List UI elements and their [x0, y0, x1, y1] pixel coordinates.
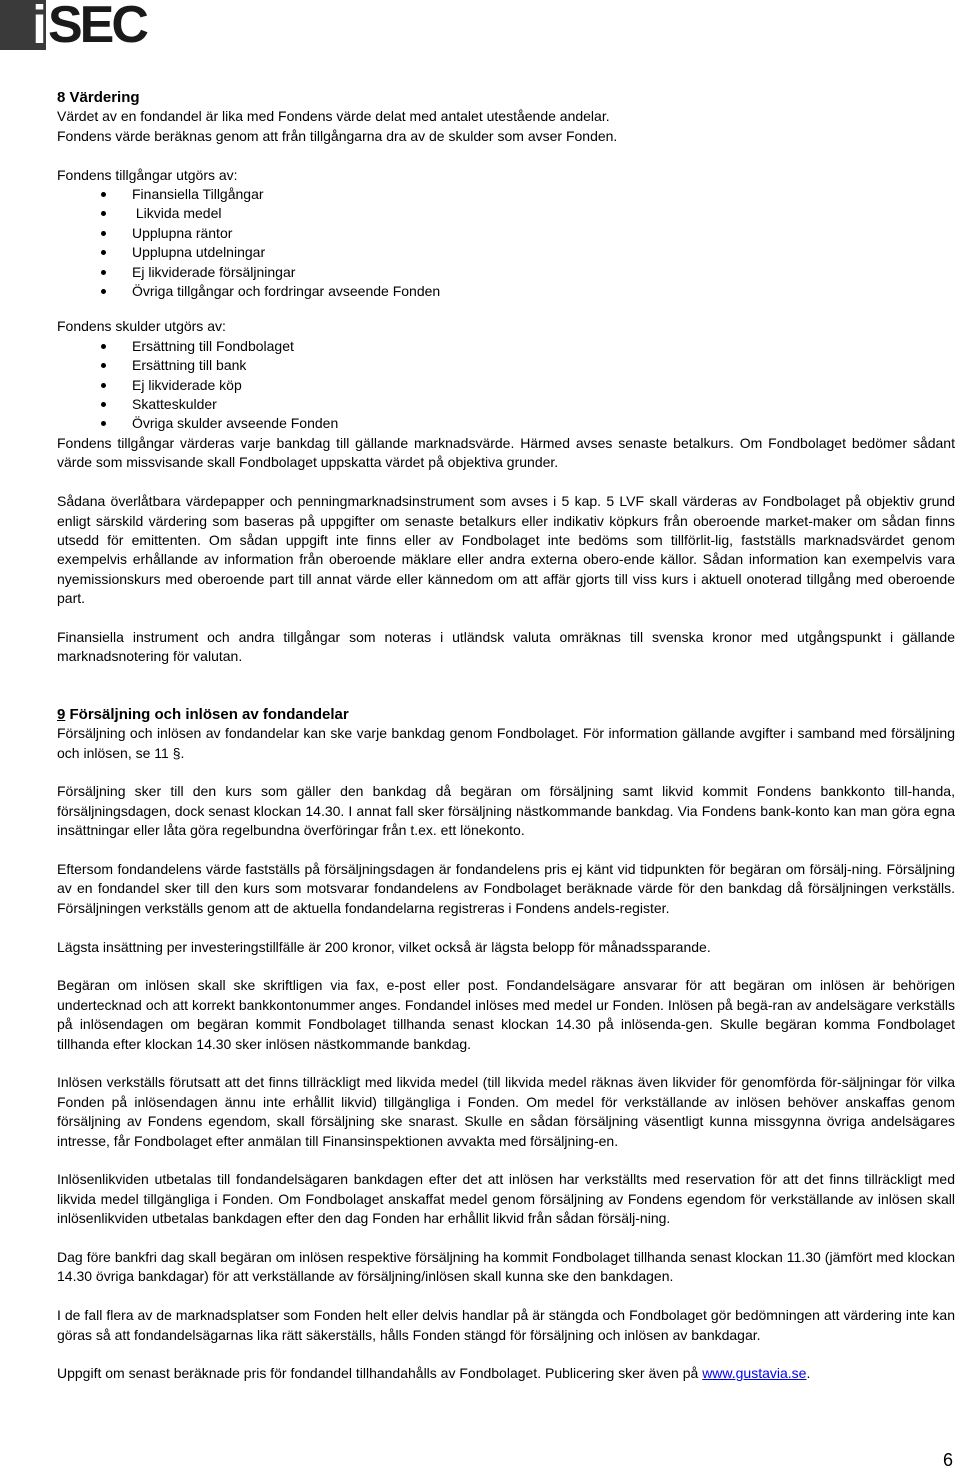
section-9-paragraph: Begäran om inlösen skall ske skriftligen via fax, e-post eller post. Fondandelsägare ansvarar för att begäran om inlösen är behörigen undertecknad och att korrekt bankkontonummer anges. Fondandel inlöses med medel ur Fonden. Inlösen på begä-ran av andelsägare verkställs på inlösendagen om begäran kommit Fondbolaget tillhanda senast klockan 14.30 på inlösenda-gen. Skulle begäran komma Fondbolaget tillhanda efter klockan 14.30 sker inlösen nästkommande bankdag.: [57, 977, 955, 1052]
list-item: Ersättning till bank: [57, 356, 955, 375]
publication-end: .: [806, 1365, 811, 1382]
list-item: Likvida medel: [57, 204, 955, 223]
list-item: Upplupna utdelningar: [57, 243, 955, 262]
list-item: Ej likviderade köp: [57, 376, 955, 395]
section-9-paragraph: I de fall flera av de marknadsplatser som Fonden helt eller delvis handlar på är stängda och Fondbolaget gör bedömningen att värdering inte kan göras så att fondandelsägarnas lika rätt säkerställs, hålls Fonden stängd för försäljning och inlösen av bankdagar.: [57, 1307, 955, 1343]
publication-paragraph: [57, 1364, 955, 1383]
section-9-paragraph: Dag före bankfri dag skall begäran om inlösen respektive försäljning ha kommit Fondbolaget tillhanda senast klockan 11.30 (jämfört med klockan 14.30 övriga bankdagar) för att verkställande av försäljning/inlösen skall kunna ske den bankdagen.: [57, 1249, 955, 1285]
securities-paragraph: Sådana överlåtbara värdepapper och penningmarknadsinstrument som avses i 5 kap. 5 LVF skall värderas av Fondbolaget på objektiv grund enligt särskild värdering som baseras på uppgifter om senaste betalkurs eller indikativ köpkurs från oberoende market-maker om sådan finns utsedd för emittenten. Om sådan uppgift inte finns eller av Fondbolaget inte bedöms som tillförlit-lig, fastställs marknadsvärdet genom exempelvis erhållande av information från oberoende mäklare eller andra externa obero-ende källor. Sådan information kan exempelvis vara nyemissionskurs med oberoende part till annat värde eller kännedom om att affär gjorts till viss kurs i aktuell onoterad tillgång med oberoende part.: [57, 493, 955, 607]
section-9-heading: [57, 705, 955, 724]
section-9-paragraph: Inlösenlikviden utbetalas till fondandelsägaren bankdagen efter det att inlösen har verkställts med reservation för att det finns tillräckligt med likvida medel tillgängliga i Fonden. Om Fondbolaget anskaffat medel genom försäljning av Fondens egendom för verkställande av inlösen skall inlösenlikviden utbetalas bankdagen efter den dag Fonden har erhållit likvid från sådan försälj-ning.: [57, 1171, 955, 1227]
list-item: Ersättning till Fondbolaget: [57, 337, 955, 356]
valuation-paragraph: Fondens tillgångar värderas varje bankdag till gällande marknadsvärde. Härmed avses senaste betalkurs. Om Fondbolaget bedömer sådant värde som missvisande skall Fondbolaget uppskatta värdet på objektiva grunder.: [57, 434, 955, 471]
intro-line-2: Fondens värde beräknas genom att från tillgångarna dra av de skulder som avser Fonden.: [57, 127, 618, 144]
list-item: Ej likviderade försäljningar: [57, 263, 955, 282]
section-9-number: 9: [57, 705, 66, 723]
section-9-paragraph: Eftersom fondandelens värde fastställs på försäljningsdagen är fondandelens pris ej känt vid tidpunkten för begäran om försälj-ning. Försäljning av en fondandel sker till den kurs som motsvarar fondandelens av Fondbolaget beräknade värde för den bankdag då försäljningen verkställs. Försäljningen verkställs genom att de aktuella fondandelarna registreras i Fondens andels-register.: [57, 860, 955, 916]
list-item: Skatteskulder: [57, 395, 955, 414]
publication-text: Uppgift om senast beräknade pris för fondandel tillhandahålls av Fondbolaget. Publicering sker även på: [57, 1365, 703, 1382]
logo-text: SEC: [48, 0, 146, 54]
logo-mark: i: [0, 0, 46, 50]
list-item: Finansiella Tillgångar: [57, 185, 955, 204]
section-9-paragraph: Inlösen verkställs förutsatt att det finns tillräckligt med likvida medel (till likvida medel räknas även likvider för genomförda för-säljningar för vilka Fonden på inlösendagen ännu inte erhållit likvid) tillgängliga i Fonden. Om medel för verkställande av inlösen behöver anskaffas genom försäljning av Fondens egendom, skall försäljning ske snarast. Skulle en sådan försäljning väsentligt kunna missgynna övriga andelsägares intresse, får Fondbolaget efter anmälan till Finansinspektionen avvakta med försäljning-en.: [57, 1074, 955, 1149]
list-item: Upplupna räntor: [57, 224, 955, 243]
page-number: 6: [942, 1450, 953, 1470]
section-8-heading: [57, 88, 955, 107]
gustavia-link[interactable]: www.gustavia.se: [702, 1365, 807, 1382]
list-item: Övriga tillgångar och fordringar avseende Fonden: [57, 282, 955, 301]
assets-list: [57, 185, 955, 301]
list-item: Övriga skulder avseende Fonden: [57, 414, 955, 433]
section-8-number: 8: [57, 89, 66, 106]
section-9-paragraph: Lägsta insättning per investeringstillfälle är 200 kronor, vilket också är lägsta belopp för månadssparande.: [57, 938, 711, 955]
intro-line-1: Värdet av en fondandel är lika med Fondens värde delat med antalet utestående andelar.: [57, 108, 610, 125]
section-9-title: Försäljning och inlösen av fondandelar: [65, 705, 349, 723]
liabilities-list: [57, 337, 955, 434]
assets-intro: Fondens tillgångar utgörs av:: [57, 166, 238, 183]
document-body: [57, 88, 955, 1384]
liabilities-intro: Fondens skulder utgörs av:: [57, 318, 226, 335]
section-8-title: Värdering: [69, 89, 140, 106]
section-9-paragraph: Försäljning och inlösen av fondandelar kan ske varje bankdag genom Fondbolaget. För information gällande avgifter i samband med försäljning och inlösen, se 11 §.: [57, 725, 955, 761]
isec-logo: [0, 0, 146, 54]
currency-paragraph: Finansiella instrument och andra tillgångar som noteras i utländsk valuta omräknas till svenska kronor med utgångspunkt i gällande marknadsnotering för valutan.: [57, 628, 955, 665]
section-9-paragraph: Försäljning sker till den kurs som gäller den bankdag då begäran om försäljning samt likvid kommit Fondens bankkonto till-handa, försäljningsdagen, dock senast klockan 14.30. I annat fall sker försäljning nästkommande bankdag. Via Fondens bank-konto kan man göra egna insättningar eller låta göra regelbundna överföringar från t.ex. ett lönekonto.: [57, 783, 955, 839]
